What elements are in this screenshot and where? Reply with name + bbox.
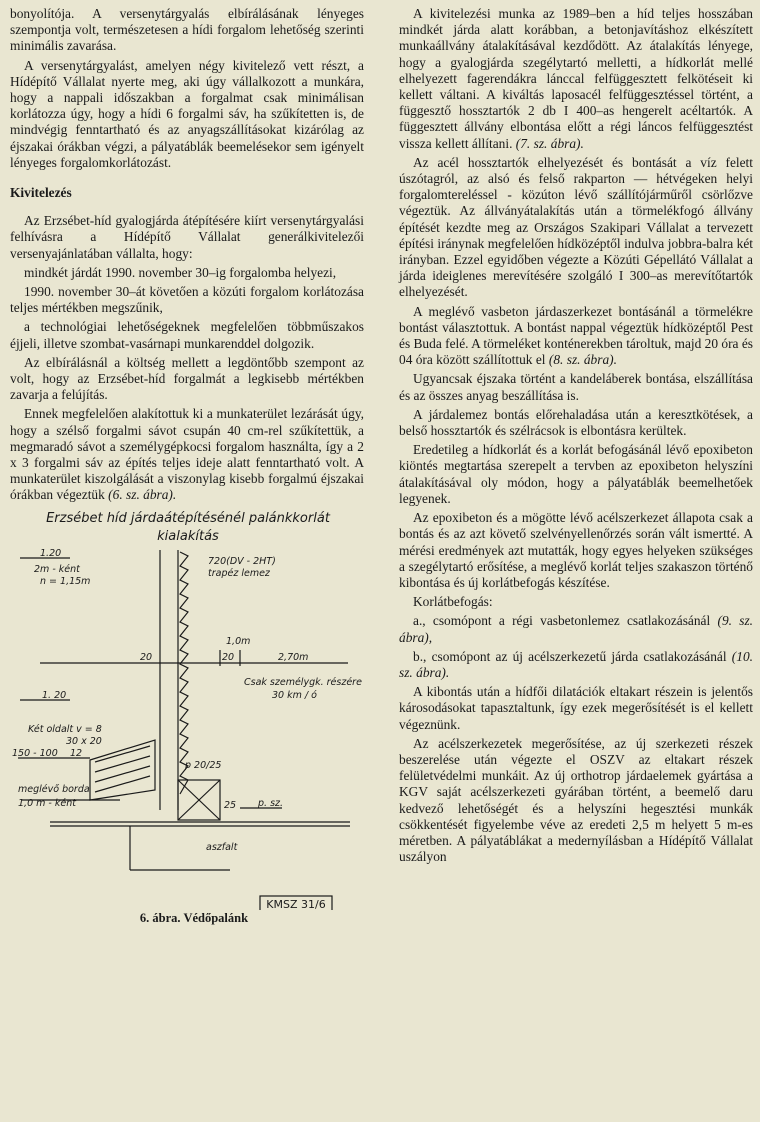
list-item: mindkét járdát 1990. november 30–ig forgalomba helyezi, [24, 264, 337, 280]
paragraph: Eredetileg a hídkorlát és a korlát befogásánál lévő epoxibeton kiöntés megtartása szerepelt a tervben az epoxibeton helyszíni átalakításával oly módon, hogy a pályatáblák beemelhetőek legyenek. [399, 442, 753, 506]
paragraph [10, 406, 364, 503]
dim-label: n = 1,15m [40, 575, 91, 587]
list-item [399, 649, 753, 681]
dim-label: 150 - 100 [12, 747, 58, 759]
left-column [10, 6, 364, 929]
figure-title-1: Erzsébet híd járdaátépítésénél palánkkorlát [46, 510, 330, 526]
paragraph: Ugyancsak éjszaka történt a kandeláberek bontása, elszállítása és az összes anyag beszállítása is. [399, 371, 753, 403]
dim-label: p. sz. [258, 797, 284, 809]
dim-label: Két oldalt v = 8 [28, 723, 102, 735]
paragraph-text: Ennek megfelelően alakítottuk ki a munkaterület lezárását úgy, hogy a szélső forgalmi sávot csupán 40 cm-rel szűkítettük, a megmaradó sávot a személygépkocsi forgalom használta, így a 2 x 3 forgalmi sáv az építés teljes ideje alatt fenntartható volt. A munkaterület kiszolgálását a viszonylag kisebb forgalmú éjszakai órákban végeztük [10, 406, 364, 503]
dim-label: 30 x 20 [66, 735, 102, 747]
list-item-text: b., csomópont az új acélszerkezetű járda csatlakozásánál [413, 648, 727, 664]
figure-reference: (9. sz. ábra), [399, 613, 753, 645]
figure-reference: (7. sz. ábra). [515, 135, 584, 151]
guardrail-drawing [10, 510, 364, 910]
dim-label: 20 [140, 651, 153, 663]
paragraph: A kibontás után a hídfői dilatációk eltakart részein is jelentős károsodásokat tapasztaltunk, így ezek megerősítését is el kellett végeznünk. [399, 684, 753, 732]
dim-label: 30 km / ó [272, 689, 317, 701]
figure-reference: (6. sz. ábra). [108, 487, 177, 503]
paragraph [399, 6, 753, 152]
paragraph-text: A meglévő vasbeton járdaszerkezet bontásánál a törmelékre bontást választottuk. A bontást nappal végeztük hídközéptől Pest és Buda felé. A törmeléket konténerekben tároltuk, majd 20 óra és 04 óra között szállítottuk el [399, 303, 753, 368]
dim-label: 1,0m [226, 635, 251, 647]
dim-label: 12 [70, 747, 83, 759]
dim-label: 25 [224, 799, 237, 811]
figure-reference: (8. sz. ábra). [548, 352, 617, 368]
paragraph-text: A kivitelezési munka az 1989–ben a híd teljes hosszában mindkét járda alatt korábban, a betonjavításhoz elkészített munkaállvány átalakításával kezdődött. Az átalakítás lényege, hogy a gyalogjárda szegélytartó melletti, a hídkorlát mellé elhelyezett fagerendákra lánccal felfüggesztett felkötéseit ki kellett váltani. A kiváltás laposacél felfüggesztéssel történt, a függesztő hossztartók 2 db I 400–as hengerelt acéltartók. A függesztett állvány elbontása előtt a régi láncos felfüggesztést vissza kellett állítani. [399, 6, 753, 151]
dim-label: 1,0 m - ként [18, 797, 76, 809]
dim-label: p 20/25 [185, 759, 222, 771]
dim-label: meglévő borda [18, 783, 90, 795]
dim-label: 1.20 [40, 547, 62, 559]
dim-label: aszfalt [206, 841, 238, 853]
paragraph: Az Erzsébet-híd gyalogjárda átépítésére kiírt versenytárgyalási felhívásra a Hídépítő Vállalat generálkivitelezői versenyajánlatában vállalta, hogy: [10, 213, 364, 261]
dim-label: 1. 20 [42, 689, 67, 701]
dim-label: 20 [222, 651, 235, 663]
figure-title-2: kialakítás [157, 528, 219, 544]
right-column [399, 6, 753, 868]
paragraph: Az acél hossztartók elhelyezését és bontását a víz felett úszótagról, az alsó és felső rakparton — hétvégeken helyi forgalomtereléssel - közúton lévő szállítójárműről csörlőzve végeztük. Az állványátalakítás után a törmelékfogó állvány építését kezdte meg az Országos Szakipari Vállalat a tervezett építési iránynak megfelelően hídközéptől indulva jobbra-balra két irányban. Ezzel egyidőben végezte a Közúti Gépellátó Vállalat a járda ideiglenes merevítésére szolgáló I 300–as merevítőtartók elhelyezését. [399, 154, 753, 300]
section-heading: Kivitelezés [10, 185, 72, 201]
list-item-text: a., csomópont a régi vasbetonlemez csatlakozásánál [413, 613, 711, 629]
paragraph: Az elbírálásnál a költség mellett a legdöntőbb szempont az volt, hogy az Erzsébet-híd forgalmát a legkisebb mértékben zavarja a felújítás. [10, 354, 364, 403]
paragraph: A versenytárgyalást, amelyen négy kivitelező vett részt, a Hídépítő Vállalat nyerte meg, aki úgy vállalkozott a munkára, hogy a nappali időszakban a forgalmat csak minimálisan korlátozza úgy, hogy a hídi 6 forgalmi sáv, ha szűkítetten is, de mindvégig fenntartható és az anyagszállításokat kizárólag az éjszakai órákban végzi, a pályatáblák beemelésekor sem igényelt lényeges forgalomkorlátozást. [10, 57, 364, 170]
list-item: 1990. november 30–át követően a közúti forgalom korlátozása teljes mértékben megszűnik, [10, 284, 364, 316]
paragraph: Az acélszerkezetek megerősítése, az új szerkezeti részek beszerelése után végezte el OSZV az eltakart részek felületvédelmi munkáit. Az új orthotrop járdaelemek gyártása a KGV saját acélszerkezeti gyárában történt, a beemelő daru kedvező lehetőségét és a helyszíni hegesztési munkák csökkentését figyelembe véve az eredeti 2,5 m helyett 5 m-es méretben. A pályatáblákat a medernyílásban a Hídépítő Vállalat uszályon [399, 735, 753, 865]
list-item: a technológiai lehetőségeknek megfelelően többműszakos éjjeli, illetve szombat-vasárnapi munkarenddel dolgozik. [10, 319, 364, 351]
dim-label: 2,70m [278, 651, 309, 663]
dim-label: 2m - ként [34, 563, 80, 575]
figure-code: KMSZ 31/6 [266, 897, 326, 910]
dim-label: 720(DV - 2HT) [208, 555, 276, 567]
paragraph: Korlátbefogás: [413, 594, 493, 610]
figure-6 [10, 510, 364, 910]
figure-reference: (10. sz. ábra). [399, 648, 753, 680]
paragraph: A járdalemez bontás előrehaladása után a keresztkötések, a belső hossztartók és szélrácsok is elbontásra kerültek. [399, 406, 753, 439]
paragraph: bonyolítója. A versenytárgyalás elbírálásának lényeges szempontja volt, természetesen a hídi forgalom lehetőség szerinti minimális zavarása. [10, 6, 364, 54]
list-item [399, 613, 753, 645]
paragraph: Az epoxibeton és a mögötte lévő acélszerkezet állapota csak a bontás és az azt követő szelvényellenőrzés során vált ismertté. A mérési eredmények azt mutatták, hogy egyes helyeken szükséges a szegélytartó erősítése, a meglévő korlát teljes szakaszon történő kibontása és új korlátbefogás készítése. [399, 510, 753, 590]
paragraph [399, 304, 753, 369]
dim-label: trapéz lemez [208, 567, 270, 579]
figure-caption: 6. ábra. Védőpalánk [139, 910, 249, 925]
dim-label: Csak személygk. részére [244, 676, 362, 688]
